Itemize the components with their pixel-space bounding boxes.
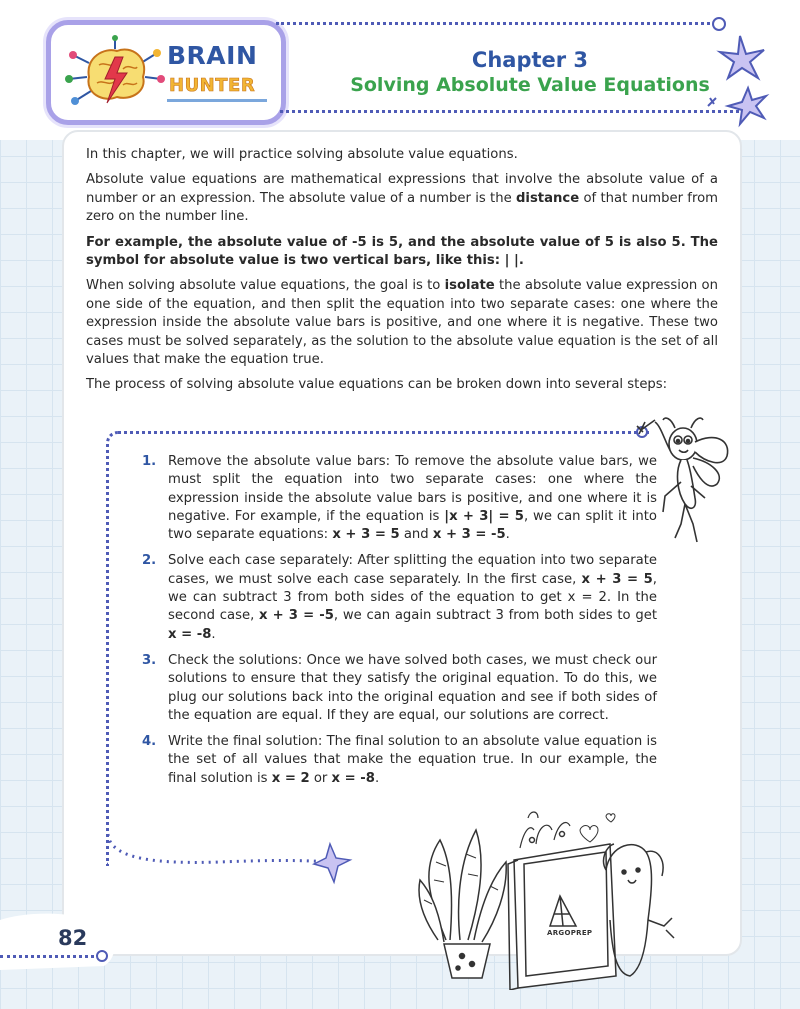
intro-paragraph-4 bbox=[86, 277, 718, 369]
steps-list bbox=[142, 453, 657, 796]
header-dotted-line-bottom bbox=[280, 110, 745, 113]
intro-p2-text-b: of that number from zero on the number line. bbox=[86, 190, 718, 225]
step-text: . bbox=[374, 770, 380, 786]
step-text: , we can subtract 3 from both sides of the equation to get x = 2. In the second case, bbox=[168, 571, 657, 624]
intro-p4-text-a: When solving absolute value equations, the goal is to bbox=[86, 278, 445, 294]
intro-paragraph-5: The process of solving absolute value equations can be broken down into several steps: bbox=[86, 377, 668, 393]
step-text: Remove the absolute value bars: To remove the absolute value bars, we must split the equation into two separate cases: one where the expression inside the absolute value bars is positive, and one where it is negative. For example, if the equation is bbox=[168, 454, 657, 524]
step-text: , we can split it into two separate equations: bbox=[168, 508, 657, 543]
step-equation: x + 3 = -5 bbox=[432, 527, 506, 543]
step-item-4 bbox=[142, 733, 657, 788]
header-dotted-line-end bbox=[712, 17, 726, 31]
logo-underline bbox=[167, 99, 267, 102]
intro-p4-text-b: the absolute value expression on one side of the equation, and then split the equation into two separate cases: one where the expression inside the absolute value bars is positive, and one where it is negative. These two cases must be solved separately, as the solution to the absolute value equation is the set of all values that make the equation true. bbox=[86, 278, 718, 368]
step-text: and bbox=[399, 527, 433, 543]
page-number: 82 bbox=[58, 926, 88, 950]
step-equation: x + 3 = 5 bbox=[332, 527, 400, 543]
intro-section bbox=[86, 146, 718, 402]
footer-dotted-line bbox=[0, 955, 100, 958]
logo-text-hunter: HUNTER bbox=[169, 75, 256, 96]
step-text: or bbox=[309, 770, 332, 786]
step-number: 1. bbox=[142, 454, 157, 469]
intro-paragraph-3: For example, the absolute value of -5 is 5, and the absolute value of 5 is also 5. The symbol for absolute value is two vertical bars, like this: | |. bbox=[86, 234, 718, 269]
step-text: . bbox=[211, 626, 216, 642]
step-item-1 bbox=[142, 453, 657, 544]
intro-p4-bold: isolate bbox=[444, 278, 495, 294]
step-text: Solve each case separately: After splitting the equation into two separate cases, we must solve each case separately. In the first case, bbox=[168, 553, 657, 587]
step-text: Write the final solution: The final solution to an absolute value equation is the set of all values that make the equation true. In our example, the final solution is bbox=[168, 734, 657, 786]
step-number: 4. bbox=[142, 734, 157, 750]
step-text: , we can again subtract 3 from both sides to get bbox=[333, 608, 657, 624]
step-text: Check the solutions: Once we have solved both cases, we must check our solutions to ensure that they satisfy the original equation. To do this, we plug our solutions back into the original equation and see if both sides of the equation are equal. If they are equal, our solutions are correct. bbox=[168, 652, 657, 723]
step-number: 2. bbox=[142, 553, 157, 569]
book-brand-label: ARGOPREP bbox=[547, 929, 593, 937]
mosquito-doodle-icon bbox=[635, 412, 735, 557]
footer-dotted-line-end bbox=[96, 950, 108, 962]
step-text: . bbox=[505, 527, 510, 543]
intro-p2-bold: distance bbox=[515, 190, 580, 206]
chapter-title: Solving Absolute Value Equations bbox=[350, 74, 710, 96]
step-equation: x + 3 = 5 bbox=[581, 571, 653, 587]
brain-hunter-logo bbox=[46, 20, 286, 125]
brain-icon bbox=[65, 35, 165, 110]
step-equation: x = -8 bbox=[331, 770, 375, 786]
stars-doodle-icon bbox=[700, 30, 795, 130]
step-equation: |x + 3| = 5 bbox=[444, 508, 524, 524]
step-equation: x + 3 = -5 bbox=[258, 608, 334, 624]
header-dotted-line-top bbox=[276, 22, 716, 25]
intro-paragraph-1: In this chapter, we will practice solving absolute value equations. bbox=[86, 147, 518, 162]
step-item-3 bbox=[142, 652, 657, 725]
swoop-star-doodle-icon bbox=[100, 830, 380, 890]
intro-paragraph-2 bbox=[86, 171, 718, 226]
logo-text-brain: BRAIN bbox=[167, 41, 258, 70]
intro-p2-text-a: Absolute value equations are mathematical expressions that involve the absolute value of a number or an expression. The absolute value of a number is the bbox=[86, 172, 718, 206]
step-item-2 bbox=[142, 552, 657, 643]
chapter-number: Chapter 3 bbox=[471, 48, 589, 72]
plant-book-girl-illustration bbox=[410, 800, 680, 990]
step-equation: x = -8 bbox=[168, 626, 212, 642]
step-number: 3. bbox=[142, 652, 157, 668]
step-equation: x = 2 bbox=[271, 770, 310, 786]
